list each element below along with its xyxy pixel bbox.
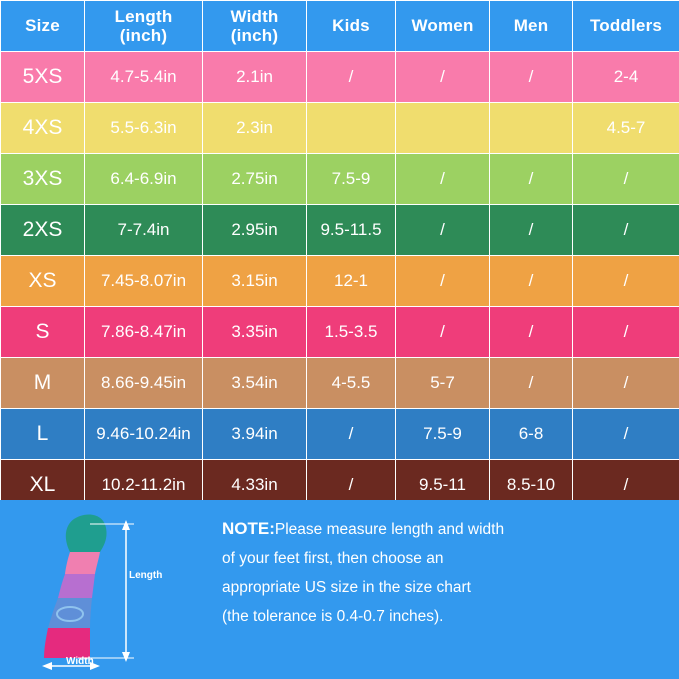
table-row xyxy=(1,154,679,205)
table-cell: / xyxy=(307,460,396,511)
size-cell: 4XS xyxy=(1,103,85,154)
fin-band-purple xyxy=(58,574,95,598)
table-cell: / xyxy=(573,154,679,205)
table-cell: 6-8 xyxy=(490,409,573,460)
table-cell: 4-5.5 xyxy=(307,358,396,409)
table-cell: 6.4-6.9in xyxy=(85,154,203,205)
table-cell xyxy=(396,103,490,154)
fin-blade-magenta xyxy=(44,628,90,658)
table-cell: 9.5-11.5 xyxy=(307,205,396,256)
fin-diagram-svg xyxy=(18,508,208,673)
table-row xyxy=(1,103,679,154)
table-cell: 7-7.4in xyxy=(85,205,203,256)
size-cell: 5XS xyxy=(1,52,85,103)
table-cell: 7.86-8.47in xyxy=(85,307,203,358)
header-row xyxy=(1,1,679,52)
table-cell: 9.46-10.24in xyxy=(85,409,203,460)
column-header-toddlers xyxy=(573,1,679,52)
header-sub-width: (inch) xyxy=(230,26,279,45)
table-cell: 2.3in xyxy=(203,103,307,154)
table-cell: 5-7 xyxy=(396,358,490,409)
table-cell: / xyxy=(573,307,679,358)
table-cell: / xyxy=(396,256,490,307)
table-cell: / xyxy=(396,154,490,205)
table-cell: / xyxy=(490,154,573,205)
table-cell: 2.1in xyxy=(203,52,307,103)
width-dimension-label: Width xyxy=(66,656,94,667)
table-cell: 5.5-6.3in xyxy=(85,103,203,154)
note-text-block xyxy=(222,514,667,631)
table-cell: 2-4 xyxy=(573,52,679,103)
width-arrow-left xyxy=(42,662,52,670)
table-cell: 1.5-3.5 xyxy=(307,307,396,358)
length-arrow-top xyxy=(122,520,130,530)
size-cell: L xyxy=(1,409,85,460)
table-body xyxy=(1,52,679,511)
fin-band-pink xyxy=(65,552,100,574)
table-cell: 7.45-8.07in xyxy=(85,256,203,307)
table-cell: / xyxy=(307,52,396,103)
table-cell: / xyxy=(396,205,490,256)
header-main-toddlers: Toddlers xyxy=(589,16,663,36)
size-cell: 2XS xyxy=(1,205,85,256)
header-main-women: Women xyxy=(411,16,474,36)
table-cell: 8.66-9.45in xyxy=(85,358,203,409)
table-row xyxy=(1,409,679,460)
table-cell: / xyxy=(573,409,679,460)
fin-band-blue xyxy=(48,598,92,628)
table-cell: 3.35in xyxy=(203,307,307,358)
note-line-1-text: Please measure length and width xyxy=(274,521,505,538)
table-cell: 2.75in xyxy=(203,154,307,205)
table-cell: 8.5-10 xyxy=(490,460,573,511)
column-header-width xyxy=(203,1,307,52)
table-row xyxy=(1,358,679,409)
column-header-men xyxy=(490,1,573,52)
table-cell: 12-1 xyxy=(307,256,396,307)
table-cell: / xyxy=(490,52,573,103)
table-cell: 10.2-11.2in xyxy=(85,460,203,511)
fin-top-teal xyxy=(66,515,107,553)
length-arrow-bottom xyxy=(122,652,130,662)
header-main-kids: Kids xyxy=(332,16,370,36)
table-cell: 4.33in xyxy=(203,460,307,511)
size-cell: XL xyxy=(1,460,85,511)
note-line-2: of your feet first, then choose an xyxy=(222,550,444,567)
header-main-length: Length xyxy=(114,6,173,26)
table-cell: 9.5-11 xyxy=(396,460,490,511)
table-cell: / xyxy=(307,409,396,460)
table-cell: 2.95in xyxy=(203,205,307,256)
table-cell: / xyxy=(573,205,679,256)
table-cell: / xyxy=(573,256,679,307)
table-row xyxy=(1,52,679,103)
note-label: NOTE: xyxy=(222,519,275,538)
table-cell: / xyxy=(490,307,573,358)
note-line-3: appropriate US size in the size chart xyxy=(222,579,471,596)
table-cell: 3.54in xyxy=(203,358,307,409)
size-cell: M xyxy=(1,358,85,409)
size-cell: 3XS xyxy=(1,154,85,205)
table-cell: / xyxy=(396,52,490,103)
column-header-length xyxy=(85,1,203,52)
table-cell xyxy=(490,103,573,154)
table-cell: 4.7-5.4in xyxy=(85,52,203,103)
table-row xyxy=(1,256,679,307)
table-cell: / xyxy=(490,358,573,409)
swim-fin-illustration xyxy=(18,508,208,673)
column-header-kids xyxy=(307,1,396,52)
column-header-size xyxy=(1,1,85,52)
header-main-size: Size xyxy=(25,16,60,36)
table-row xyxy=(1,307,679,358)
header-sub-length: (inch) xyxy=(119,26,168,45)
table-cell xyxy=(307,103,396,154)
table-cell: / xyxy=(573,358,679,409)
table-header xyxy=(1,1,679,52)
note-line-4: (the tolerance is 0.4-0.7 inches). xyxy=(222,608,444,625)
note-line-1 xyxy=(222,514,667,544)
header-main-men: Men xyxy=(513,16,549,36)
table-cell: 7.5-9 xyxy=(396,409,490,460)
table-cell: 4.5-7 xyxy=(573,103,679,154)
size-cell: S xyxy=(1,307,85,358)
note-panel xyxy=(0,500,679,679)
size-cell: XS xyxy=(1,256,85,307)
table-row xyxy=(1,205,679,256)
table-cell: 7.5-9 xyxy=(307,154,396,205)
column-header-women xyxy=(396,1,490,52)
table-cell: 3.15in xyxy=(203,256,307,307)
table-cell: 3.94in xyxy=(203,409,307,460)
table-cell: / xyxy=(490,256,573,307)
header-main-width: Width xyxy=(230,6,279,26)
table-cell: / xyxy=(396,307,490,358)
table-cell: / xyxy=(573,460,679,511)
table-cell: / xyxy=(490,205,573,256)
length-dimension-label: Length xyxy=(129,570,163,581)
